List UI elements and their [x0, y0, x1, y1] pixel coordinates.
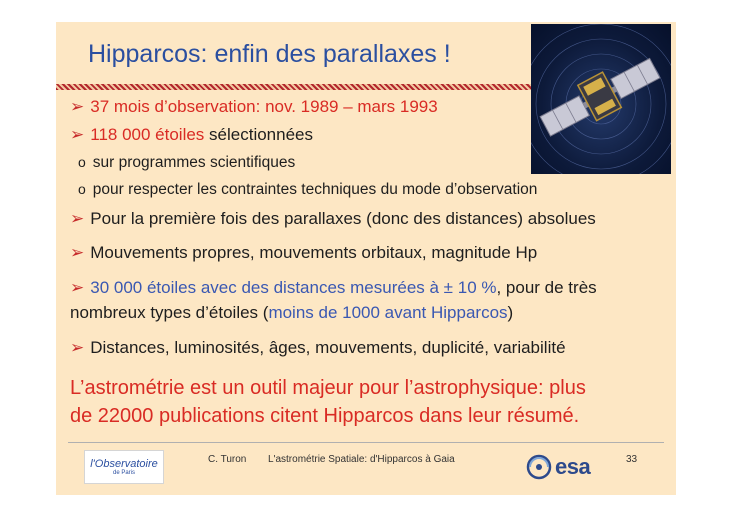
circle-bullet-icon: o — [78, 181, 86, 197]
bullet-proper-motions: ➢ Mouvements propres, mouvements orbitaux, magnitude Hp — [70, 243, 538, 262]
arrow-bullet-icon: ➢ — [70, 243, 85, 262]
arrow-bullet-icon: ➢ — [70, 97, 85, 116]
bullet-absolute-parallaxes: ➢ Pour la première fois des parallaxes (donc des distances) absolues — [70, 209, 596, 228]
bullet-stars-selected: ➢ 118 000 étoiles sélectionnées — [70, 125, 313, 144]
title-underline — [56, 84, 534, 90]
arrow-bullet-icon: ➢ — [70, 209, 85, 228]
conclusion-text: L’astrométrie est un outil majeur pour l’astrophysique: plus de 22000 publications citent Hipparcos dans leur résumé. — [70, 377, 586, 427]
esa-logo-icon: esa — [526, 452, 590, 482]
bullet-observation-period: ➢ 37 mois d’observation: nov. 1989 – mars 1993 — [70, 97, 438, 116]
footer-talk-title: L'astrométrie Spatiale: d'Hipparcos à Gaia — [268, 454, 455, 465]
page-number: 33 — [626, 454, 638, 465]
arrow-bullet-icon: ➢ — [70, 278, 85, 297]
arrow-bullet-icon: ➢ — [70, 125, 85, 144]
circle-bullet-icon: o — [78, 154, 86, 170]
footer-author: C. Turon — [208, 454, 247, 465]
arrow-bullet-icon: ➢ — [70, 338, 85, 357]
sub-bullet-scientific-programs: o sur programmes scientifiques — [78, 154, 296, 171]
bullet-distances-measured: ➢ 30 000 étoiles avec des distances mesurées à ± 10 %, pour de très — [70, 278, 597, 297]
bullet-distances-measured-continued: nombreux types d’étoiles (moins de 1000 avant Hipparcos) — [70, 303, 514, 322]
footer-divider — [68, 442, 664, 443]
observatoire-logo-icon: l'Observatoire de Paris — [84, 450, 164, 484]
bullet-distances-luminosities: ➢ Distances, luminosités, âges, mouvements, duplicité, variabilité — [70, 338, 566, 357]
satellite-photo-icon — [531, 24, 671, 174]
slide-title: Hipparcos: enfin des parallaxes ! — [88, 40, 451, 68]
sub-bullet-technical-constraints: o pour respecter les contraintes techniques du mode d’observation — [78, 181, 538, 198]
slide — [56, 22, 676, 495]
